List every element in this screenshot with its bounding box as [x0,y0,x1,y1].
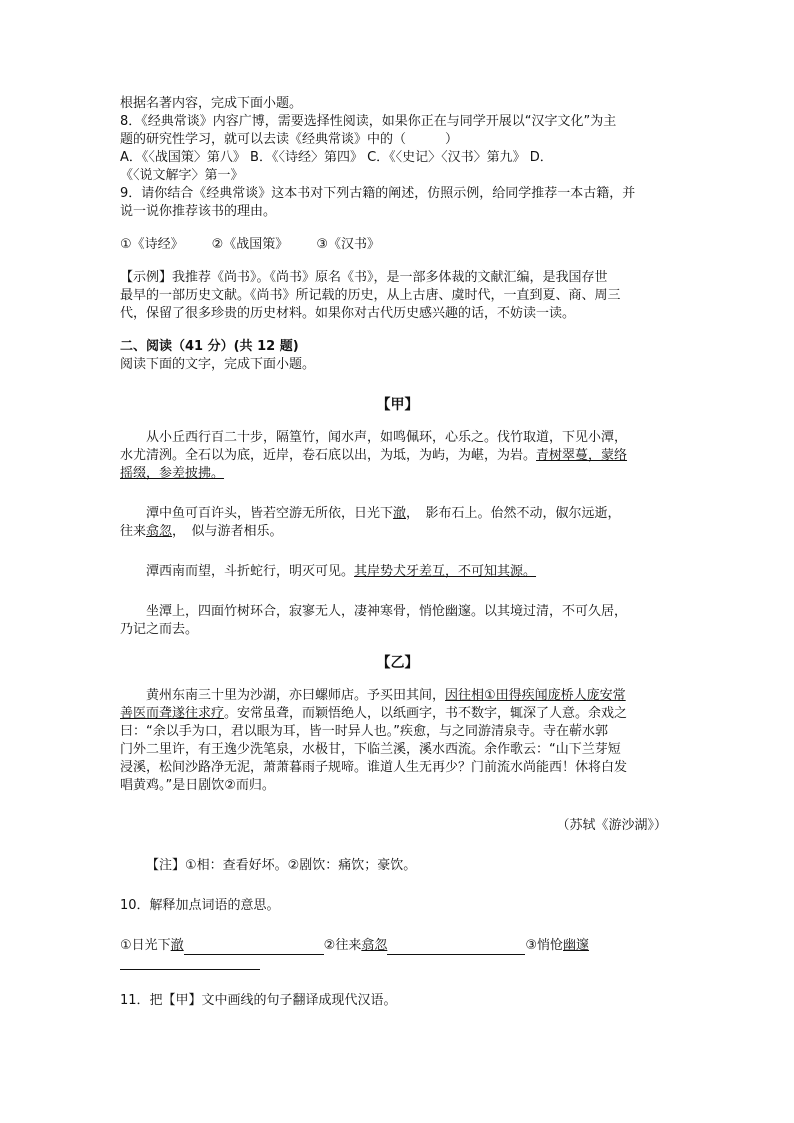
q9-example-2: 最早的一部历史文献。《尚书》所记载的历史，从上古唐、虞时代，一直到夏、商、周三 [120,288,621,303]
q10-item1-word: 澈 [170,938,184,953]
question-9 [120,185,675,323]
passage-yi-title: 【乙】 [376,655,419,671]
yi-line4: 门外二里许，有王逸少洗笔泉，水极甘，下临兰溪，溪水西流。余作歌云：“山下兰芽短 [120,742,621,757]
dotted-word-xihu: 翕忽 [146,524,173,539]
q11-stem: 11．把【甲】文中画线的句子翻译成现代汉语。 [120,993,397,1008]
q10-item2-word: 翕忽 [361,938,388,953]
q9-book-list [120,236,675,254]
question-10 [120,897,675,970]
q10-item3-word: 幽邃 [563,938,590,953]
q8-options-2: 《〈说文解字〉第一》 [120,168,244,183]
book-option-3: ③《汉书》 [316,237,380,252]
q8-stem-2: 题的研究性学习，就可以去读《经典常谈》中的（ ） [120,132,459,147]
jia-p2-text-d: ， 似与游者相乐。 [172,524,283,539]
q10-stem: 10．解释加点词语的意思。 [120,898,280,913]
section-2-title: 二、阅读（41 分）(共 12 题) [120,339,299,354]
jia-underlined-sentence-1a: 青树翠蔓，蒙络 [536,448,628,463]
q9-example-1: 【示例】我推荐《尚书》。《尚书》原名《书》，是一部多体裁的文献汇编，是我国存世 [120,270,608,285]
jia-paragraph-2 [120,505,675,541]
section-2-instruction: 阅读下面的文字，完成下面小题。 [120,357,316,372]
yi-line5: 浸溪，松间沙路净无泥，萧萧暮雨子规啼。谁道人生无再少？门前流水尚能西！休将白发 [120,760,628,775]
q10-item1-label: ①日光下 [120,938,171,953]
yi-line2: 。安常虽聋，而颖悟绝人，以纸画字，书不数字，辄深了人意。余戏之 [224,706,628,721]
jia-paragraph-3 [120,563,675,581]
q9-stem-1: 9．请你结合《经典常谈》这本书对下列古籍的阐述，仿照示例，给同学推荐一本古籍，并 [120,186,636,201]
jia-p2-text-c: 往来 [120,524,147,539]
yi-line6: 唱黄鸡。”是日剧饮②而归。 [120,778,275,793]
q9-example-3: 代，保留了很多珍贵的历史材料。如果你对古代历史感兴趣的话，不妨读一读。 [120,306,576,321]
jia-paragraph-1 [120,429,675,483]
q10-answer-blank-1[interactable] [184,940,324,955]
passage-jia-title: 【甲】 [376,397,419,413]
book-option-2: ②《战国策》 [211,237,289,252]
q10-items [120,937,675,955]
jia-underlined-sentence-2: 其岸势犬牙差互，不可知其源。 [354,564,537,579]
question-8 [120,113,675,185]
passage-yi [120,687,675,875]
q9-stem-2: 说一说你推荐该书的理由。 [120,204,277,219]
q10-answer-blank-3[interactable] [120,955,260,970]
q10-item2-label: ②往来 [323,938,362,953]
yi-line3: 曰：“余以手为口，君以眼为耳，皆一时异人也。”疾愈，与之同游清泉寺。寺在蕲水郭 [120,724,608,739]
yi-source: （苏轼《游沙湖》） [556,818,667,833]
jia-p4-line2: 乃记之而去。 [120,622,199,637]
book-option-1: ①《诗经》 [120,237,184,252]
intro-text: 根据名著内容，完成下面小题。 [120,96,303,111]
exam-page [120,95,675,1010]
jia-p1-line1: 从小丘西行百二十步，隔篁竹，闻水声，如鸣佩环，心乐之。伐竹取道，下见小潭， [146,430,628,445]
jia-p1-line2: 水尤清洌。全石以为底，近岸，卷石底以出，为坻，为屿，为嵁，为岩。 [120,448,537,463]
yi-line1: 黄州东南三十里为沙湖，亦曰螺师店。予买田其间， [146,688,446,703]
q10-item3-label: ③悄怆 [525,938,563,953]
jia-p2-text-b: ， 影布石上。佁然不动，俶尔远逝， [406,506,621,521]
jia-p2-text-a: 潭中鱼可百许头，皆若空游无所依，日光下 [146,506,394,521]
jia-underlined-sentence-1b: 摇缀，参差披拂。 [120,466,225,481]
dotted-word-che: 澈 [393,506,407,521]
q8-stem-1: 8．《经典常谈》内容广博，需要选择性阅读，如果你正在与同学开展以“汉字文化”为主 [120,114,617,129]
yi-paragraph [120,687,675,795]
yi-footnote: 【注】①相：查看好坏。②剧饮：痛饮；豪饮。 [146,858,417,873]
q10-answer-blank-2[interactable] [387,940,525,955]
q8-options-1: A．《〈战国策〉第八》 B．《〈诗经〉第四》 C．《〈史记〉〈汉书〉第九》 D． [120,150,553,165]
passage-jia [120,429,675,639]
jia-p4-line1: 坐潭上，四面竹树环合，寂寥无人，凄神寒骨，悄怆幽邃。以其境过清，不可久居， [146,604,628,619]
yi-underlined-sentence-b: 善医而聋遂往求疗 [120,706,225,721]
jia-paragraph-4 [120,603,675,639]
yi-underlined-sentence-a: 因往相①田得疾闻庞桥人庞安常 [445,688,626,703]
jia-p3-text: 潭西南而望，斗折蛇行，明灭可见。 [146,564,355,579]
